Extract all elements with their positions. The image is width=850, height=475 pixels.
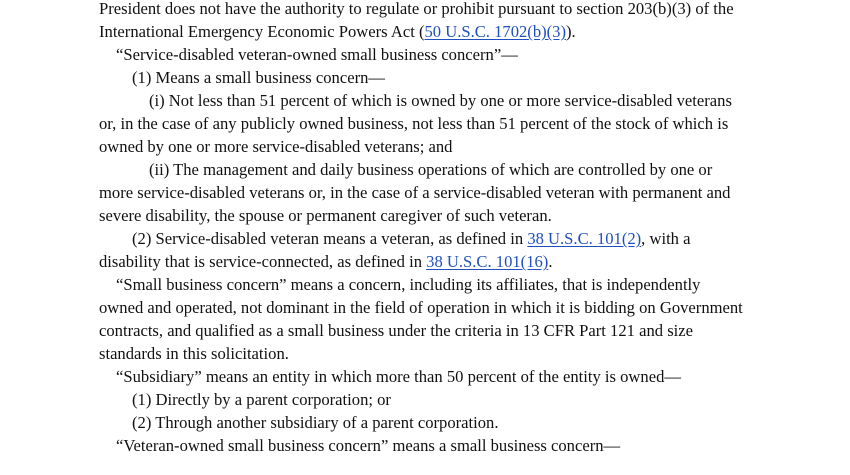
- line-text: “Service-disabled veteran-owned small business concern”—: [116, 45, 518, 64]
- paragraph-line: [99, 342, 289, 365]
- line-text: severe disability, the spouse or permanent caregiver of such veteran.: [99, 206, 552, 225]
- line-text: disability that is service-connected, as defined in: [99, 252, 427, 271]
- paragraph-line: [99, 20, 576, 43]
- paragraph-line: [99, 250, 552, 273]
- paragraph-line: [99, 204, 552, 227]
- line-text: ).: [566, 22, 576, 41]
- paragraph-line: [132, 388, 391, 411]
- definition-heading: [116, 273, 700, 296]
- citation-link-38-usc-101-2[interactable]: 38 U.S.C. 101(2): [527, 229, 642, 248]
- line-text: (1) Means a small business concern—: [132, 68, 385, 87]
- line-text: .: [548, 252, 553, 271]
- definition-heading: [116, 43, 518, 66]
- line-text: (2) Service-disabled veteran means a veteran, as defined in: [132, 229, 528, 248]
- paragraph-line: [99, 181, 730, 204]
- paragraph-line: [99, 319, 693, 342]
- line-text: President does not have the authority to regulate or prohibit pursuant to section 203(b)(3) of the: [99, 0, 734, 18]
- citation-link-38-usc-101-16[interactable]: 38 U.S.C. 101(16): [426, 252, 549, 271]
- line-text: (1) Directly by a parent corporation; or: [132, 390, 391, 409]
- paragraph-line: [132, 411, 499, 434]
- paragraph-line: [149, 89, 732, 112]
- line-text: , with a: [641, 229, 691, 248]
- line-text: International Emergency Economic Powers Act (: [99, 22, 425, 41]
- definition-heading: [116, 434, 620, 457]
- line-text: (i) Not less than 51 percent of which is owned by one or more service-disabled veterans: [149, 91, 732, 110]
- paragraph-line: [99, 135, 452, 158]
- definition-heading: [116, 365, 681, 388]
- line-text: or, in the case of any publicly owned business, not less than 51 percent of the stock of which is: [99, 114, 729, 133]
- line-text: more service-disabled veterans or, in the case of a service-disabled veteran with permanent and: [99, 183, 731, 202]
- line-text: “Small business concern” means a concern, including its affiliates, that is independently: [116, 275, 701, 294]
- line-text: (ii) The management and daily business operations of which are controlled by one or: [149, 160, 713, 179]
- line-text: (2) Through another subsidiary of a parent corporation.: [132, 413, 499, 432]
- paragraph-line: [99, 112, 728, 135]
- paragraph-line: [132, 66, 385, 89]
- line-text: owned and operated, not dominant in the field of operation in which it is bidding on Government: [99, 298, 743, 317]
- line-text: contracts, and qualified as a small business under the criteria in 13 CFR Part 121 and size: [99, 321, 694, 340]
- line-text: owned by one or more service-disabled veterans; and: [99, 137, 453, 156]
- line-text: “Veteran-owned small business concern” means a small business concern—: [116, 436, 621, 455]
- paragraph-line: [99, 0, 734, 20]
- citation-link-50-usc-1702[interactable]: 50 U.S.C. 1702(b)(3): [424, 22, 566, 41]
- paragraph-line: [132, 227, 690, 250]
- paragraph-line: [99, 296, 743, 319]
- paragraph-line: [149, 158, 712, 181]
- line-text: “Subsidiary” means an entity in which more than 50 percent of the entity is owned—: [116, 367, 681, 386]
- line-text: standards in this solicitation.: [99, 344, 289, 363]
